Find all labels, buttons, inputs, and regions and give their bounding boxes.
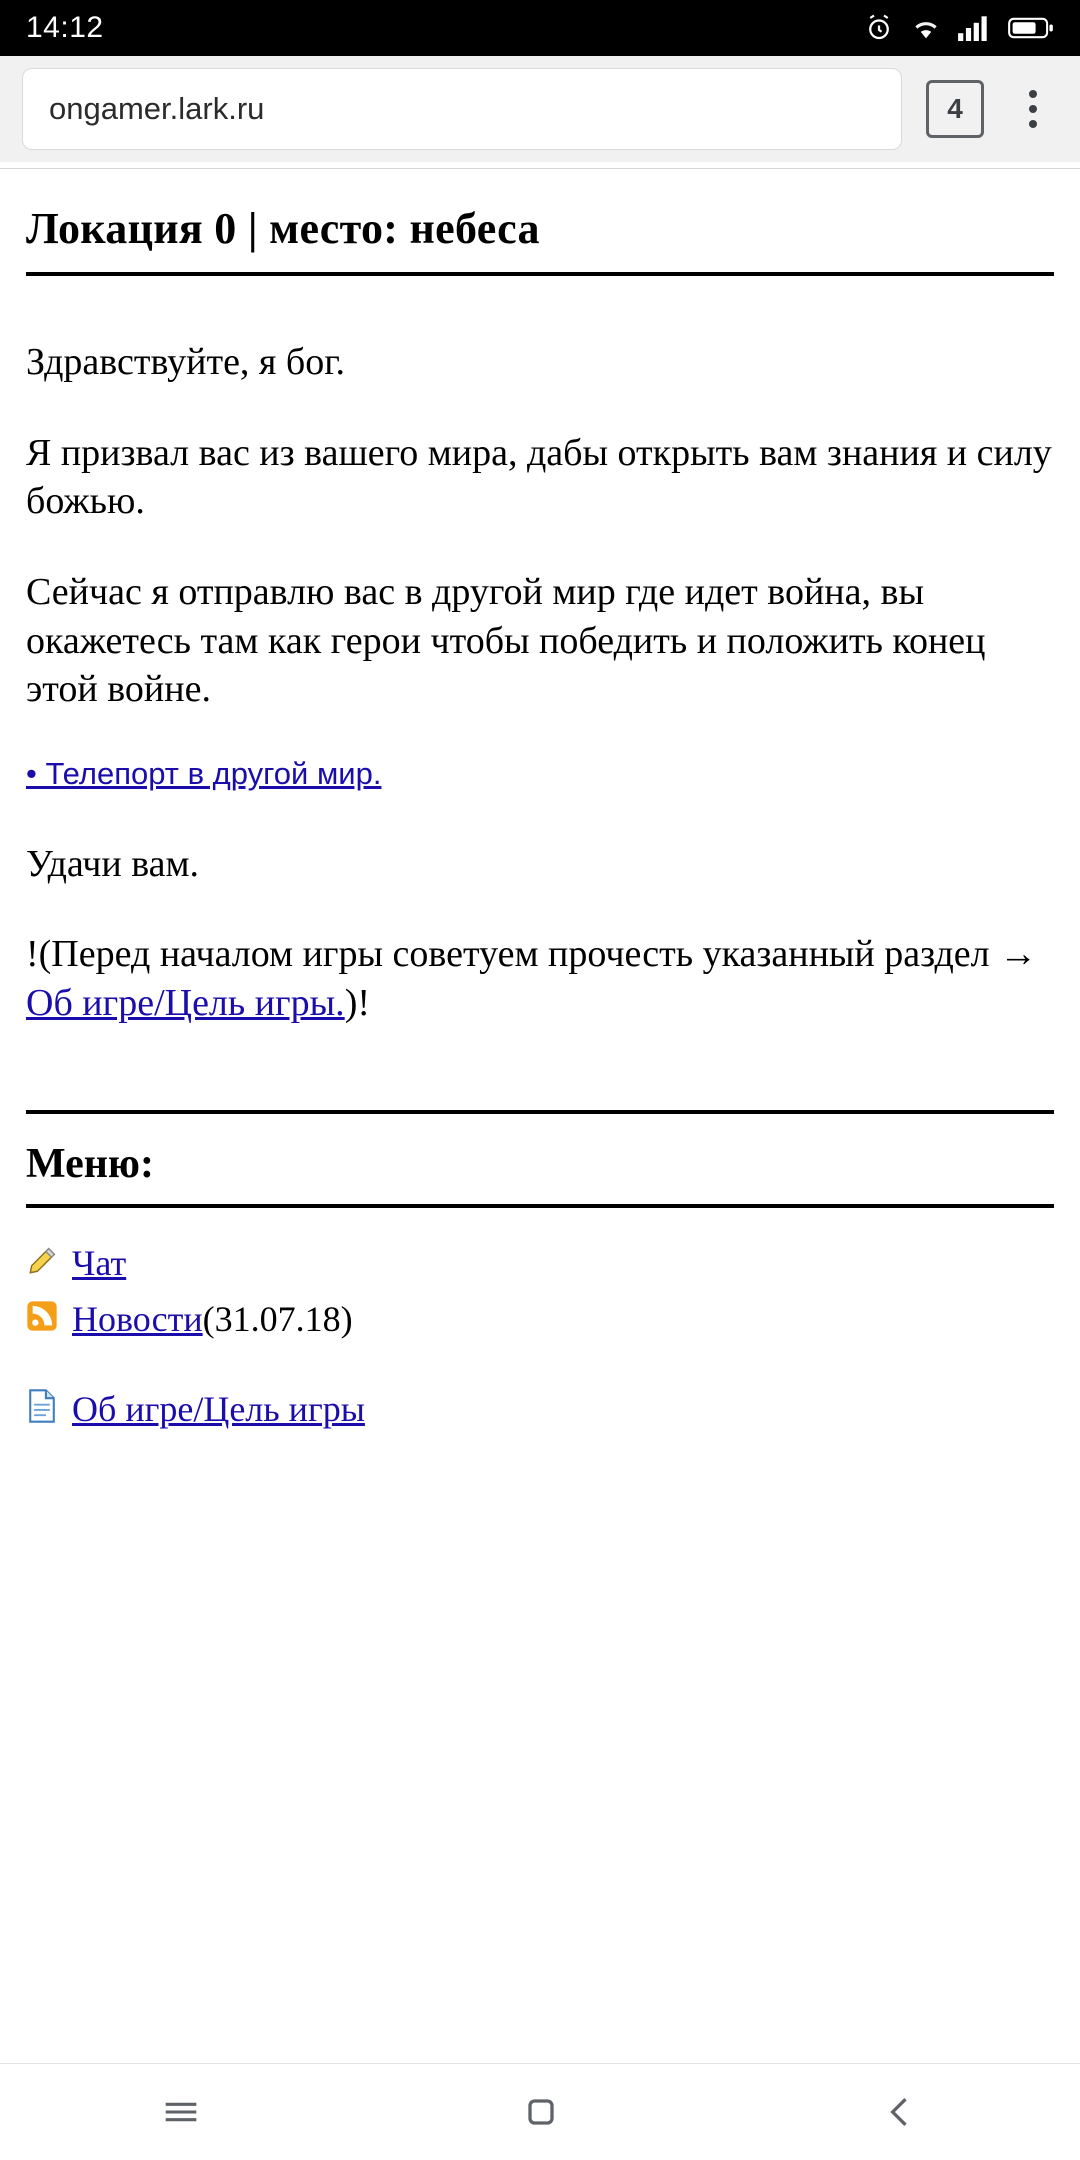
alarm-icon: [864, 13, 894, 43]
page-title: Локация 0 | место: небеса: [26, 204, 540, 253]
menu-icon[interactable]: [158, 2089, 204, 2135]
home-icon[interactable]: [519, 2090, 563, 2134]
pencil-icon: [26, 1243, 68, 1282]
back-icon[interactable]: [878, 2090, 922, 2134]
menu-link-about-game[interactable]: Об игре/Цель игры: [72, 1388, 365, 1429]
advice-prefix: !(Перед началом игры советуем прочесть указанный раздел →: [26, 933, 1038, 976]
menu-link-news[interactable]: Новости: [72, 1298, 203, 1339]
menu-link-chat[interactable]: Чат: [72, 1242, 127, 1283]
list-item[interactable]: [26, 1242, 1054, 1284]
menu-suffix-news: (31.07.18): [202, 1298, 353, 1339]
browser-toolbar: [0, 56, 1080, 162]
overflow-menu-icon[interactable]: [1008, 79, 1058, 139]
page-content: [0, 203, 1080, 1430]
menu-dot: [1029, 90, 1037, 98]
wifi-icon: [910, 15, 942, 41]
menu-gap: [26, 1354, 1054, 1388]
toolbar-divider: [0, 162, 1080, 169]
paragraph-luck: Удачи вам.: [26, 842, 200, 885]
document-icon: [26, 1389, 68, 1428]
paragraph-summon: Я призвал вас из вашего мира, дабы открыть вам знания и силу божью.: [26, 431, 1052, 523]
status-clock: 14:12: [26, 11, 104, 44]
title-divider: [26, 272, 1054, 276]
content-spacer: [26, 1070, 1054, 1110]
status-icon-group: [864, 13, 1054, 43]
menu-dot: [1029, 120, 1037, 128]
paragraph-advice: [26, 930, 1054, 1027]
paragraph-greeting: Здравствуйте, я бог.: [26, 341, 346, 383]
system-nav-bar: [0, 2063, 1080, 2160]
teleport-link-row: [26, 756, 1054, 792]
tab-switcher-button[interactable]: 4: [926, 80, 984, 138]
menu-heading: Меню:: [26, 1140, 155, 1187]
menu-bottom-divider: [26, 1204, 1054, 1208]
signal-icon: [958, 15, 992, 41]
paragraph-war: Сейчас я отправлю вас в другой мир где идет война, вы окажетесь там как герои чтобы победить и положить конец этой войне.: [26, 570, 986, 711]
address-bar-input[interactable]: ongamer.lark.ru: [22, 68, 902, 150]
menu-dot: [1029, 105, 1037, 113]
list-item[interactable]: [26, 1388, 1054, 1430]
menu-list: [26, 1242, 1054, 1430]
advice-suffix: )!: [344, 982, 370, 1024]
menu-top-divider: [26, 1110, 1054, 1114]
list-item[interactable]: [26, 1298, 1054, 1340]
teleport-link[interactable]: • Телепорт в другой мир.: [26, 755, 382, 791]
about-game-link-inline[interactable]: Об игре/Цель игры.: [26, 982, 345, 1024]
status-bar: [0, 0, 1080, 56]
battery-icon: [1008, 16, 1054, 40]
rss-icon: [26, 1300, 68, 1337]
